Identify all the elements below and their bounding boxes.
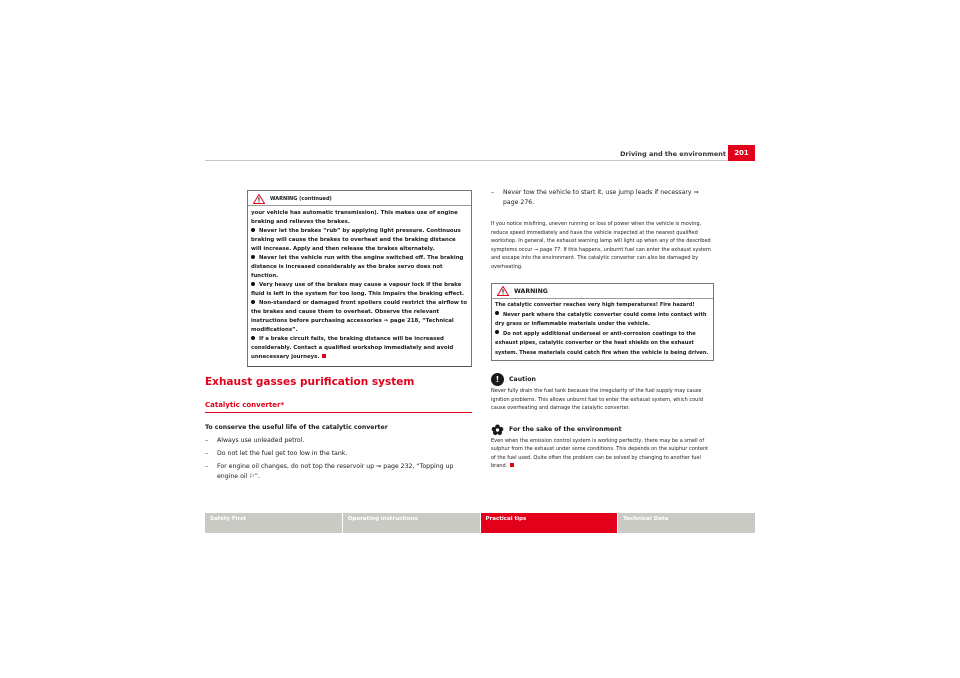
- subsection-rule: [205, 412, 472, 413]
- warning-text-0: your vehicle has automatic transmission). This makes use of engine braking and relieves the brakes.: [251, 210, 458, 225]
- environment-heading: For the sake of the environment: [509, 426, 622, 433]
- warning-paragraph: [251, 281, 468, 299]
- list-item-text: Do not let the fuel get too low in the tank.: [217, 450, 348, 457]
- environment-text: Even when the emission control system is working perfectly, there may be a smell of sulphur from the exhaust under some conditions. This depends on the sulphur content of the fuel used. Quite often the problem can be solved by changing to another fuel brand.: [491, 437, 709, 469]
- warning-paragraph: [251, 209, 468, 227]
- warning-continued-header: [248, 192, 471, 206]
- left-column: [247, 190, 472, 367]
- warning-paragraph: [251, 227, 468, 254]
- tab-safety-first[interactable]: Safety First: [205, 513, 342, 533]
- warning-paragraph: [495, 311, 710, 330]
- warning-box: [491, 283, 714, 361]
- environment-paragraph: [491, 437, 714, 471]
- list-item: [205, 449, 472, 459]
- warning-paragraph: [495, 330, 710, 359]
- dash-marker: –: [205, 463, 209, 470]
- dash-marker: –: [205, 437, 209, 444]
- page-header-title: Driving and the environment: [620, 150, 726, 158]
- tab-technical-data[interactable]: Technical Data: [618, 513, 755, 533]
- red-square-end-icon: [322, 354, 326, 358]
- instructions-intro: To conserve the useful life of the catalytic converter: [205, 424, 388, 431]
- list-item-text: Never tow the vehicle to start it, use jump leads if necessary ⇒ page 276.: [503, 189, 699, 206]
- bullet-icon: [251, 255, 255, 259]
- warning-paragraph: [251, 335, 468, 362]
- warning-lead: The catalytic converter reaches very high temperatures! Fire hazard!: [495, 302, 695, 308]
- warning-text-1: Never let the brakes “rub” by applying light pressure. Continuous braking will cause the brakes to overheat and the braking distance will increase. Apply and then release the brakes alternately.: [251, 228, 461, 252]
- warning-text-4: Non-standard or damaged front spoilers could restrict the airflow to the brakes and cause them to overheat. Observe the relevant instructions before purchasing accessories ⇒ page 218, “Technical modifications”.: [251, 300, 468, 333]
- warning-continued-heading: WARNING (continued): [270, 195, 332, 202]
- bullet-icon: [251, 336, 255, 340]
- tab-operating-instructions[interactable]: Operating instructions: [343, 513, 480, 533]
- warning-continued-box: [247, 190, 472, 367]
- caution-text: Never fully drain the fuel tank because the irregularity of the fuel supply may cause ignition problems. This allows unburnt fuel to enter the exhaust system, which could cause overheating and damage the catalytic converter.: [491, 388, 703, 411]
- list-item: [205, 462, 472, 482]
- list-item-text: Always use unleaded petrol.: [217, 437, 305, 444]
- bullet-icon: [251, 282, 255, 286]
- warning-text-3: Very heavy use of the brakes may cause a vapour lock if the brake fluid is left in the system for too long. This impairs the braking effect.: [251, 282, 465, 297]
- warning-bullet-1: Do not apply additional underseal or anti-corrosion coatings to the exhaust pipes, catalytic converter or the heat shields on the exhaust system. These materials could catch fire when the vehicle is being driven.: [495, 330, 709, 356]
- page-number: 201: [728, 145, 755, 161]
- exclamation-circle-icon: !: [491, 373, 504, 386]
- right-column: [491, 188, 714, 471]
- dash-marker: –: [205, 450, 209, 457]
- list-item: [205, 436, 472, 446]
- bullet-icon: [251, 300, 255, 304]
- bullet-icon: [251, 228, 255, 232]
- warning-header: [492, 284, 713, 299]
- environment-header: [491, 424, 714, 436]
- warning-heading: WARNING: [514, 287, 548, 295]
- red-square-end-icon: [510, 463, 514, 467]
- list-item-text: For engine oil changes, do not top the reservoir up ⇒ page 232, “Topping up engine oil ⚐”.: [217, 463, 454, 480]
- tab-practical-tips[interactable]: Practical tips: [481, 513, 618, 533]
- caution-header: [491, 373, 714, 386]
- catalytic-instructions: [205, 423, 472, 485]
- chapter-tabs: [205, 513, 755, 533]
- caution-heading: Caution: [509, 376, 536, 383]
- bullet-icon: [495, 311, 499, 315]
- header-rule: [205, 160, 728, 161]
- section-title: Exhaust gasses purification system: [205, 376, 415, 388]
- warning-triangle-icon: [497, 286, 509, 296]
- warning-text-2: Never let the vehicle run with the engine switched off. The braking distance is increased considerably as the brake servo does not function.: [251, 255, 464, 279]
- warning-bullet-0: Never park where the catalytic converter could come into contact with dry grass or inflammable materials under the vehicle.: [495, 311, 707, 327]
- warning-paragraph: [251, 299, 468, 335]
- warning-triangle-icon: [253, 194, 265, 204]
- bullet-icon: [495, 330, 499, 334]
- list-item: [491, 188, 714, 208]
- subsection-title: Catalytic converter*: [205, 401, 285, 409]
- misfire-paragraph: If you notice misfiring, uneven running or loss of power when the vehicle is moving, reduce speed immediately and have the vehicle inspected at the nearest qualified workshop. In general, the exhaust warning lamp will light up when any of the described symptoms occur ⇒ page 77. If this happens, unburnt fuel can enter the exhaust system and escape into the environment. The catalytic converter can also be damaged by overheating.: [491, 221, 711, 270]
- flower-icon: [491, 424, 504, 436]
- warning-text-5: If a brake circuit fails, the braking distance will be increased considerably. Contact a qualified workshop immediately and avoid unnecessary journeys.: [251, 336, 454, 360]
- warning-paragraph: [251, 254, 468, 281]
- dash-marker: –: [491, 189, 495, 196]
